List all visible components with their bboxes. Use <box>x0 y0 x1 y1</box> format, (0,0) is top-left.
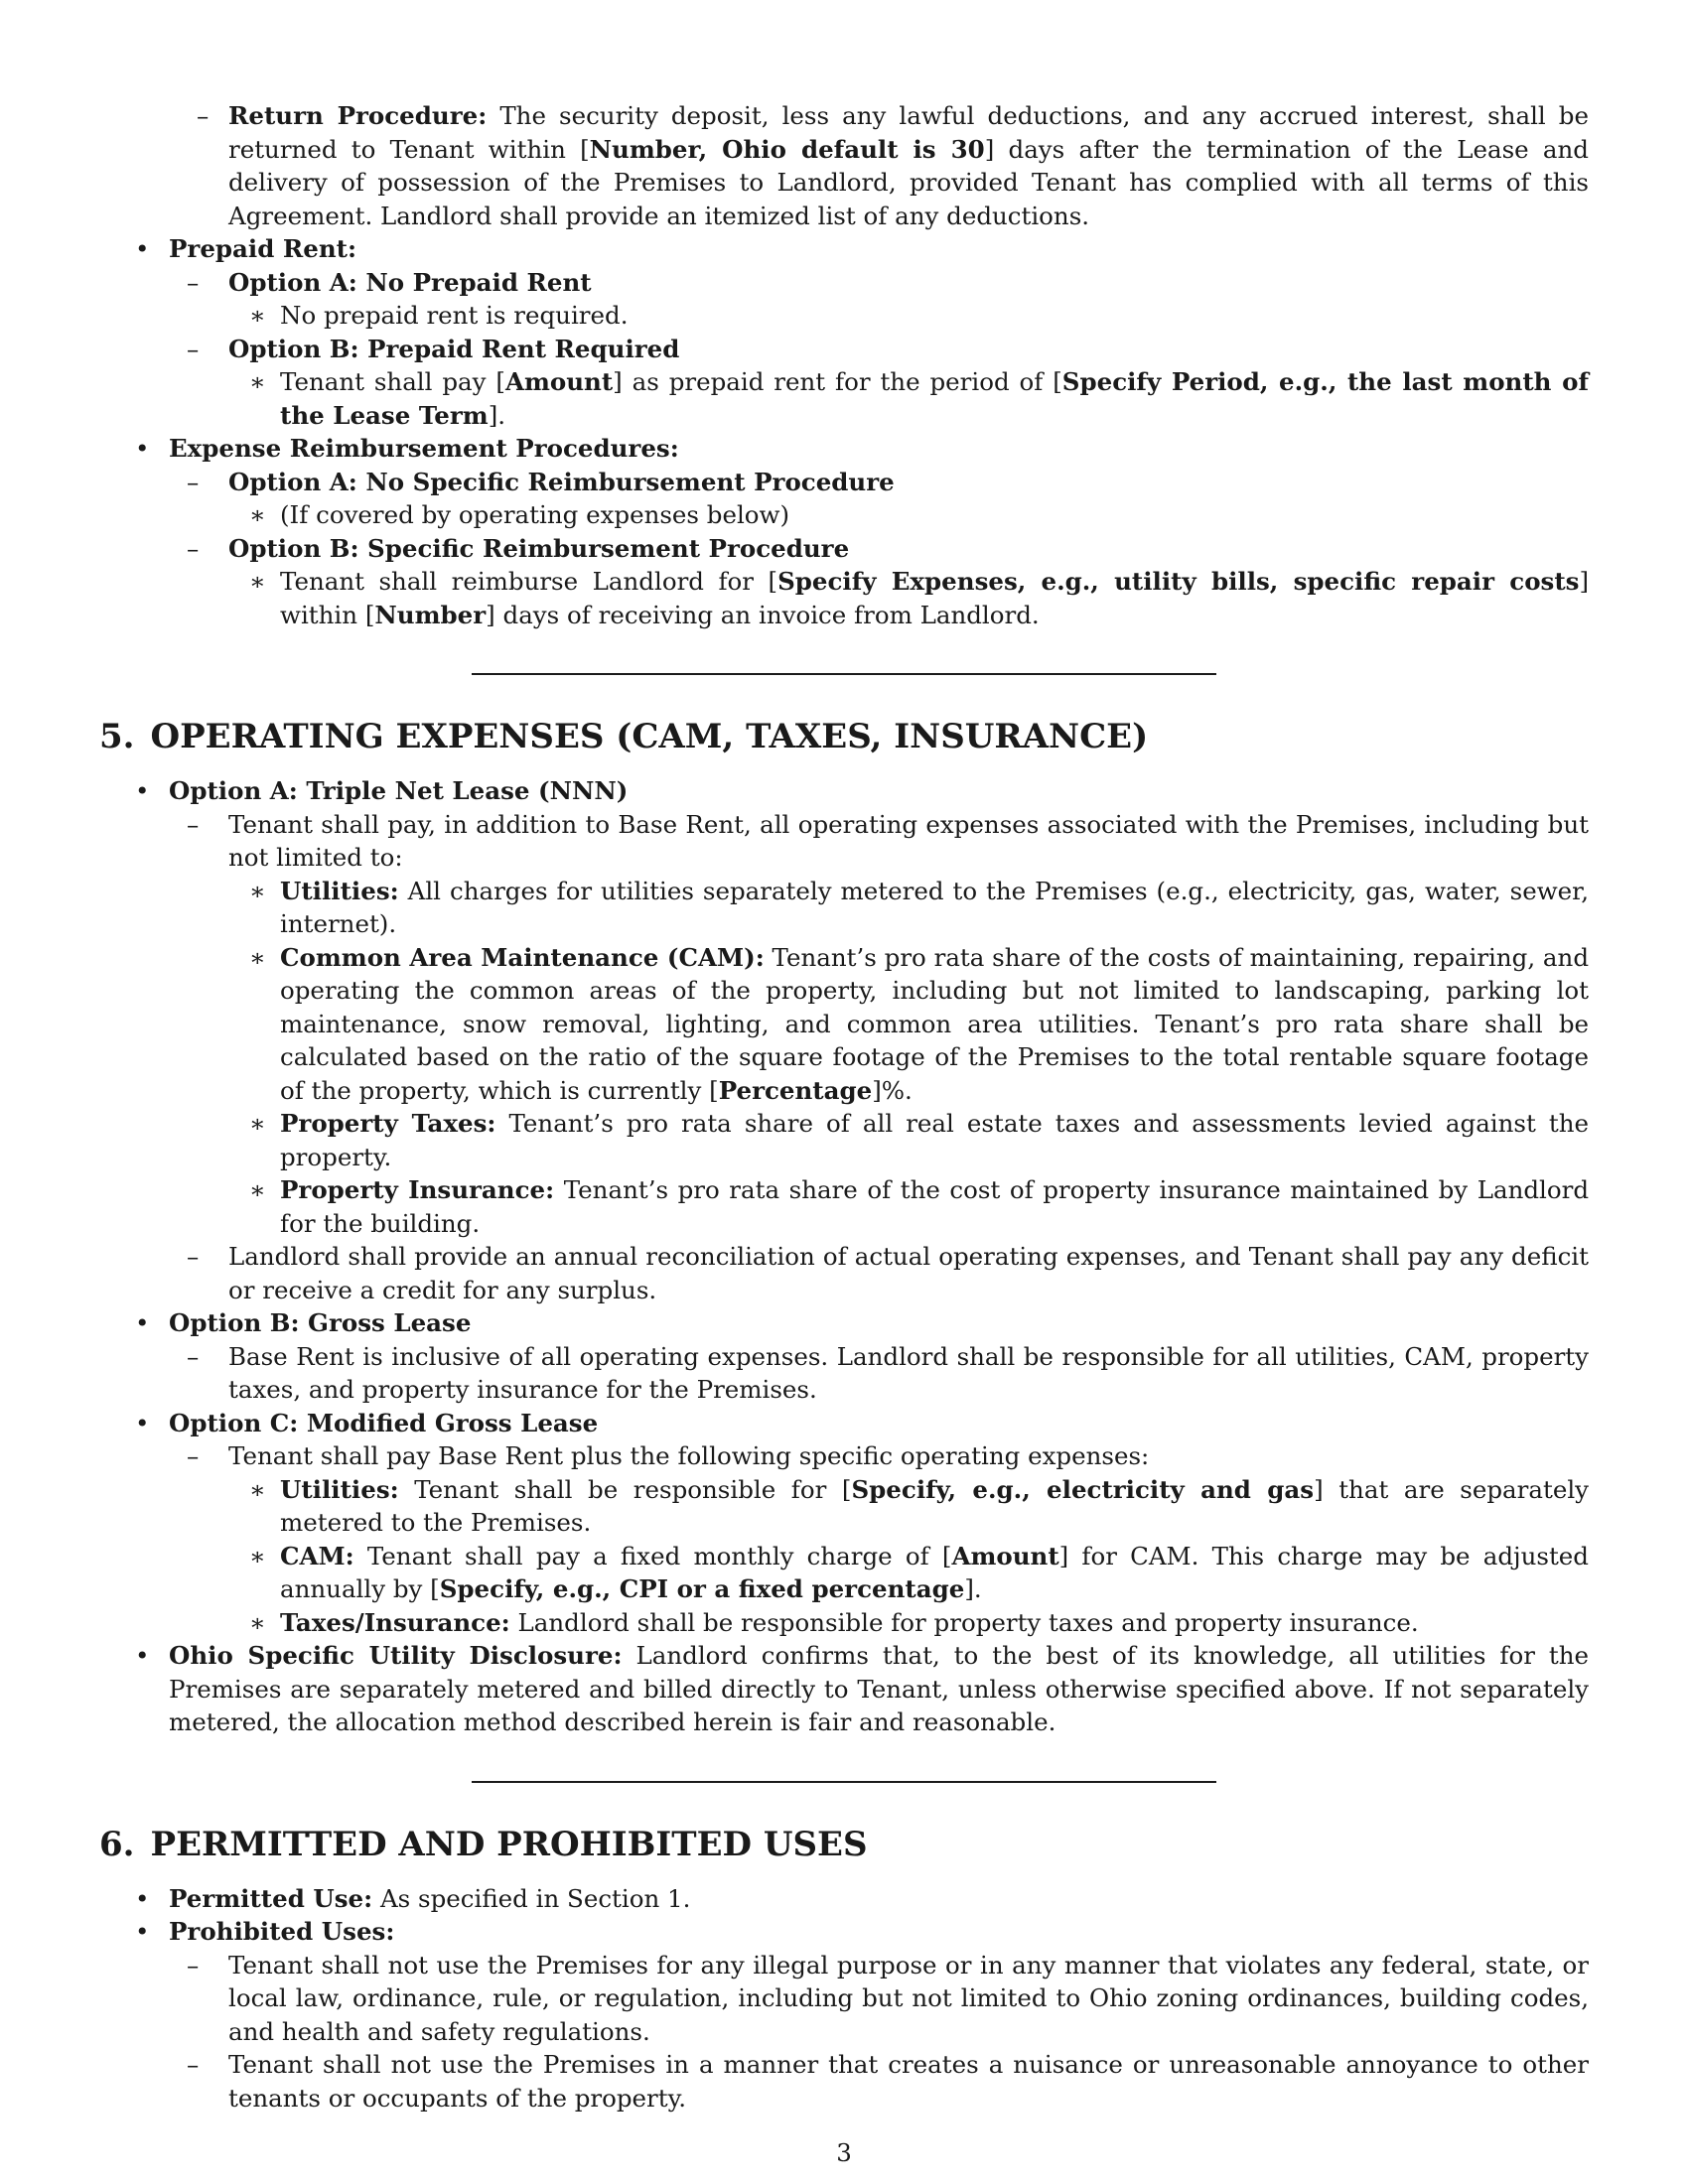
star-marker: ∗ <box>249 367 266 396</box>
bullet-marker: • <box>135 1408 150 1437</box>
list-item-prepaid-option-a: – Option A: No Prepaid Rent ∗ No prepaid rent is required. <box>169 266 1589 333</box>
continued-list <box>99 99 1589 232</box>
list-item-utilities: ∗ Utilities: All charges for utilities separately metered to the Premises (e.g., electricity, gas, water, sewer, internet). <box>249 876 1589 938</box>
bullet-marker: • <box>135 234 150 263</box>
dash-marker: – <box>187 809 200 839</box>
top-list <box>99 232 1589 631</box>
list-item-prepaid-option-b: – Option B: Prepaid Rent Required ∗ Tenant shall pay [Amount] as prepaid rent for the period of [Specify Period, e.g., the last month of the Lease Term]. <box>169 333 1589 433</box>
dash-marker: – <box>187 1341 200 1371</box>
list-item-return-procedure: – Return Procedure: The security deposit, less any lawful deductions, and any accrued interest, shall be returned to Tenant within [Number, Ohio default is 30] days after the termination of the Lease and delivery of possession of the Premises to Landlord, provided Tenant has complied with all terms of this Agreement. Landlord shall provide an itemized list of any deductions. <box>197 101 1589 230</box>
section-heading-5: 5. OPERATING EXPENSES (CAM, TAXES, INSURANCE) <box>99 717 1149 756</box>
dash-marker: – <box>187 1441 200 1470</box>
page-content <box>99 99 1589 2115</box>
list-item-prepaid-rent <box>99 232 1589 432</box>
list-item-option-c-modified-gross: • Option C: Modified Gross Lease – Tenant shall pay Base Rent plus the following specific operating expenses: ∗ Utilities: Tenant shall be responsible for [Specify, e.g., electricity and gas] that are separately metered to the Premises. ∗ CAM: Tenant shall pay a fixed monthly charge of [Amount] for CAM. This charge may be adjusted annually by [Specify, e.g., CPI or a fixed percentage]. ∗ Taxes/Insurance: Landlord shall be responsible for property taxes and property insurance. <box>99 1407 1589 1640</box>
list-item: – Tenant shall pay, in addition to Base Rent, all operating expenses associated with the Premises, including but not limited to: ∗ Utilities: All charges for utilities separately metered to the Premises (e.g., electricity, gas, water, sewer, internet). ∗ Common Area Maintenance (CAM): Tenant’s pro rata share of the costs of maintaining, repairing, and operating the common areas of the property, including but not limited to landscaping, parking lot maintenance, snow removal, lighting, and common area utilities. Tenant’s pro rata share shall be calculated based on the ratio of the square footage of the Premises to the total rentable square footage of the property, which is currently [Percentage]%. ∗ Property Taxes: Tenant’s pro rata share of all real estate taxes and assessments levied against the property. ∗ Property Insurance: Tenant’s pro rata share of the cost of property insurance maintained by Landlord for the building. <box>169 808 1589 1241</box>
dash-marker: – <box>187 267 200 297</box>
dash-marker: – <box>197 101 210 130</box>
list-item-property-taxes: ∗ Property Taxes: Tenant’s pro rata share of all real estate taxes and assessments levied against the property. <box>249 1109 1589 1171</box>
list-item: ∗ (If covered by operating expenses below) <box>228 498 1589 532</box>
list-item-reconciliation: – Landlord shall provide an annual reconciliation of actual operating expenses, and Tenant shall pay any deficit or receive a credit for any surplus. <box>187 1242 1589 1304</box>
dash-marker: – <box>187 1242 200 1271</box>
list-item-option-b-gross: • Option B: Gross Lease – Base Rent is inclusive of all operating expenses. Landlord shall be responsible for all utilities, CAM, property taxes, and property insurance for the Premises. <box>99 1306 1589 1407</box>
star-marker: ∗ <box>249 1175 266 1204</box>
list-item-property-insurance: ∗ Property Insurance: Tenant’s pro rata share of the cost of property insurance maintained by Landlord for the building. <box>249 1175 1590 1238</box>
bullet-marker: • <box>135 1308 150 1337</box>
list-item: ∗ Tenant shall pay [Amount] as prepaid rent for the period of [Specify Period, e.g., the last month of the Lease Term]. <box>249 367 1589 430</box>
star-marker: ∗ <box>249 1607 266 1637</box>
star-marker: ∗ <box>249 301 266 330</box>
section-divider <box>472 673 1216 675</box>
dash-marker: – <box>187 334 200 363</box>
list-item-prohibited-uses: • Prohibited Uses: – Tenant shall not use the Premises for any illegal purpose or in any manner that violates any federal, state, or local law, ordinance, rule, or regulation, including but not limited to Ohio zoning ordinances, building codes, and health and safety regulations. – Tenant shall not use the Premises in a manner that creates a nuisance or unreasonable annoyance to other tenants or occupants of the property. <box>99 1915 1589 2115</box>
bullet-marker: • <box>135 776 150 805</box>
list-item-expense-reimbursement <box>99 432 1589 631</box>
list-item: ∗ No prepaid rent is required. <box>228 299 1589 333</box>
star-marker: ∗ <box>249 1109 266 1138</box>
list-item-taxes-insurance: ∗ Taxes/Insurance: Landlord shall be responsible for property taxes and property insurance. <box>228 1606 1589 1640</box>
list-item: – Tenant shall not use the Premises for any illegal purpose or in any manner that violates any federal, state, or local law, ordinance, rule, or regulation, including but not limited to Ohio zoning ordinances, building codes, and health and safety regulations. <box>187 1950 1589 2046</box>
star-marker: ∗ <box>249 1474 266 1504</box>
bullet-marker: • <box>135 434 150 463</box>
section-divider <box>472 1781 1216 1783</box>
star-marker: ∗ <box>249 876 266 905</box>
list-item: – Tenant shall not use the Premises in a manner that creates a nuisance or unreasonable annoyance to other tenants or occupants of the property. <box>187 2050 1589 2113</box>
dash-marker: – <box>187 2050 200 2079</box>
page-number: 3 <box>836 2138 852 2167</box>
bullet-marker: • <box>135 1917 150 1946</box>
list-item-reimb-option-a: – Option A: No Specific Reimbursement Procedure ∗ (If covered by operating expenses below) <box>169 466 1589 532</box>
list-item-utilities: ∗ Utilities: Tenant shall be responsible for [Specify, e.g., electricity and gas] that are separately metered to the Premises. <box>249 1474 1589 1537</box>
list-item: – Base Rent is inclusive of all operating expenses. Landlord shall be responsible for all utilities, CAM, property taxes, and property insurance for the Premises. <box>187 1341 1589 1404</box>
list-item-option-a-nnn: • Option A: Triple Net Lease (NNN) – Tenant shall pay, in addition to Base Rent, all operating expenses associated with the Premises, including but not limited to: ∗ Utilities: All charges for utilities separately metered to the Premises (e.g., electricity, gas, water, sewer, internet). ∗ Common Area Maintenance (CAM): Tenant’s pro rata share of the costs of maintaining, repairing, and operating the common areas of the property, including but not limited to landscaping, parking lot maintenance, snow removal, lighting, and common area utilities. Tenant’s pro rata share shall be calculated based on the ratio of the square footage of the Premises to the total rentable square footage of the property, which is currently [Percentage]%. ∗ Property Taxes: Tenant’s pro rata share of all real estate taxes and assessments levied against the property. ∗ Property Insurance: Tenant’s pro rata share of the cost of property insurance maintained by Landlord for the building. – Landlord shall provide an annual reconciliation of actual operating expenses, and Tenant shall pay any deficit or receive a credit for any surplus. <box>99 774 1589 1306</box>
list-item: – Tenant shall pay Base Rent plus the following specific operating expenses: ∗ Utilities: Tenant shall be responsible for [Specify, e.g., electricity and gas] that are separately metered to the Premises. ∗ CAM: Tenant shall pay a fixed monthly charge of [Amount] for CAM. This charge may be adjusted annually by [Specify, e.g., CPI or a fixed percentage]. ∗ Taxes/Insurance: Landlord shall be responsible for property taxes and property insurance. <box>169 1439 1589 1639</box>
star-marker: ∗ <box>249 500 266 529</box>
star-marker: ∗ <box>249 942 266 972</box>
dash-marker: – <box>187 467 200 496</box>
section-5-list <box>99 774 1589 1739</box>
item-label: Return Procedure: <box>228 101 488 130</box>
section-heading-6: 6. PERMITTED AND PROHIBITED USES <box>99 1824 868 1864</box>
bullet-marker: • <box>135 1883 150 1913</box>
list-item-ohio-disclosure: • Ohio Specific Utility Disclosure: Landlord confirms that, to the best of its knowledge, all utilities for the Premises are separately metered and billed directly to Tenant, unless otherwise specified above. If not separately metered, the allocation method described herein is fair and reasonable. <box>135 1641 1589 1736</box>
list-item-permitted-use: • Permitted Use: As specified in Section 1. <box>99 1882 1589 1916</box>
star-marker: ∗ <box>249 567 266 596</box>
item-label: Expense Reimbursement Procedures: <box>169 434 679 463</box>
dash-marker: – <box>187 533 200 563</box>
list-item-cam: ∗ CAM: Tenant shall pay a fixed monthly charge of [Amount] for CAM. This charge may be adjusted annually by [Specify, e.g., CPI or a fixed percentage]. <box>249 1541 1589 1603</box>
bullet-marker: • <box>135 1641 150 1670</box>
item-label: Prepaid Rent: <box>169 234 357 263</box>
list-item-cam: ∗ Common Area Maintenance (CAM): Tenant’s pro rata share of the costs of maintaining, repairing, and operating the common areas of the property, including but not limited to landscaping, parking lot maintenance, snow removal, lighting, and common area utilities. Tenant’s pro rata share shall be calculated based on the ratio of the square footage of the Premises to the total rentable square footage of the property, which is currently [Percentage]%. <box>249 942 1590 1105</box>
star-marker: ∗ <box>249 1541 266 1570</box>
dash-marker: – <box>187 1950 200 1979</box>
list-item: ∗ Tenant shall reimburse Landlord for [Specify Expenses, e.g., utility bills, specific repair costs] within [Number] days of receiving an invoice from Landlord. <box>249 567 1590 629</box>
list-item-reimb-option-b: – Option B: Specific Reimbursement Procedure ∗ Tenant shall reimburse Landlord for [Specify Expenses, e.g., utility bills, specific repair costs] within [Number] days of receiving an invoice from Landlord. <box>169 532 1589 632</box>
section-6-list <box>99 1882 1589 2116</box>
